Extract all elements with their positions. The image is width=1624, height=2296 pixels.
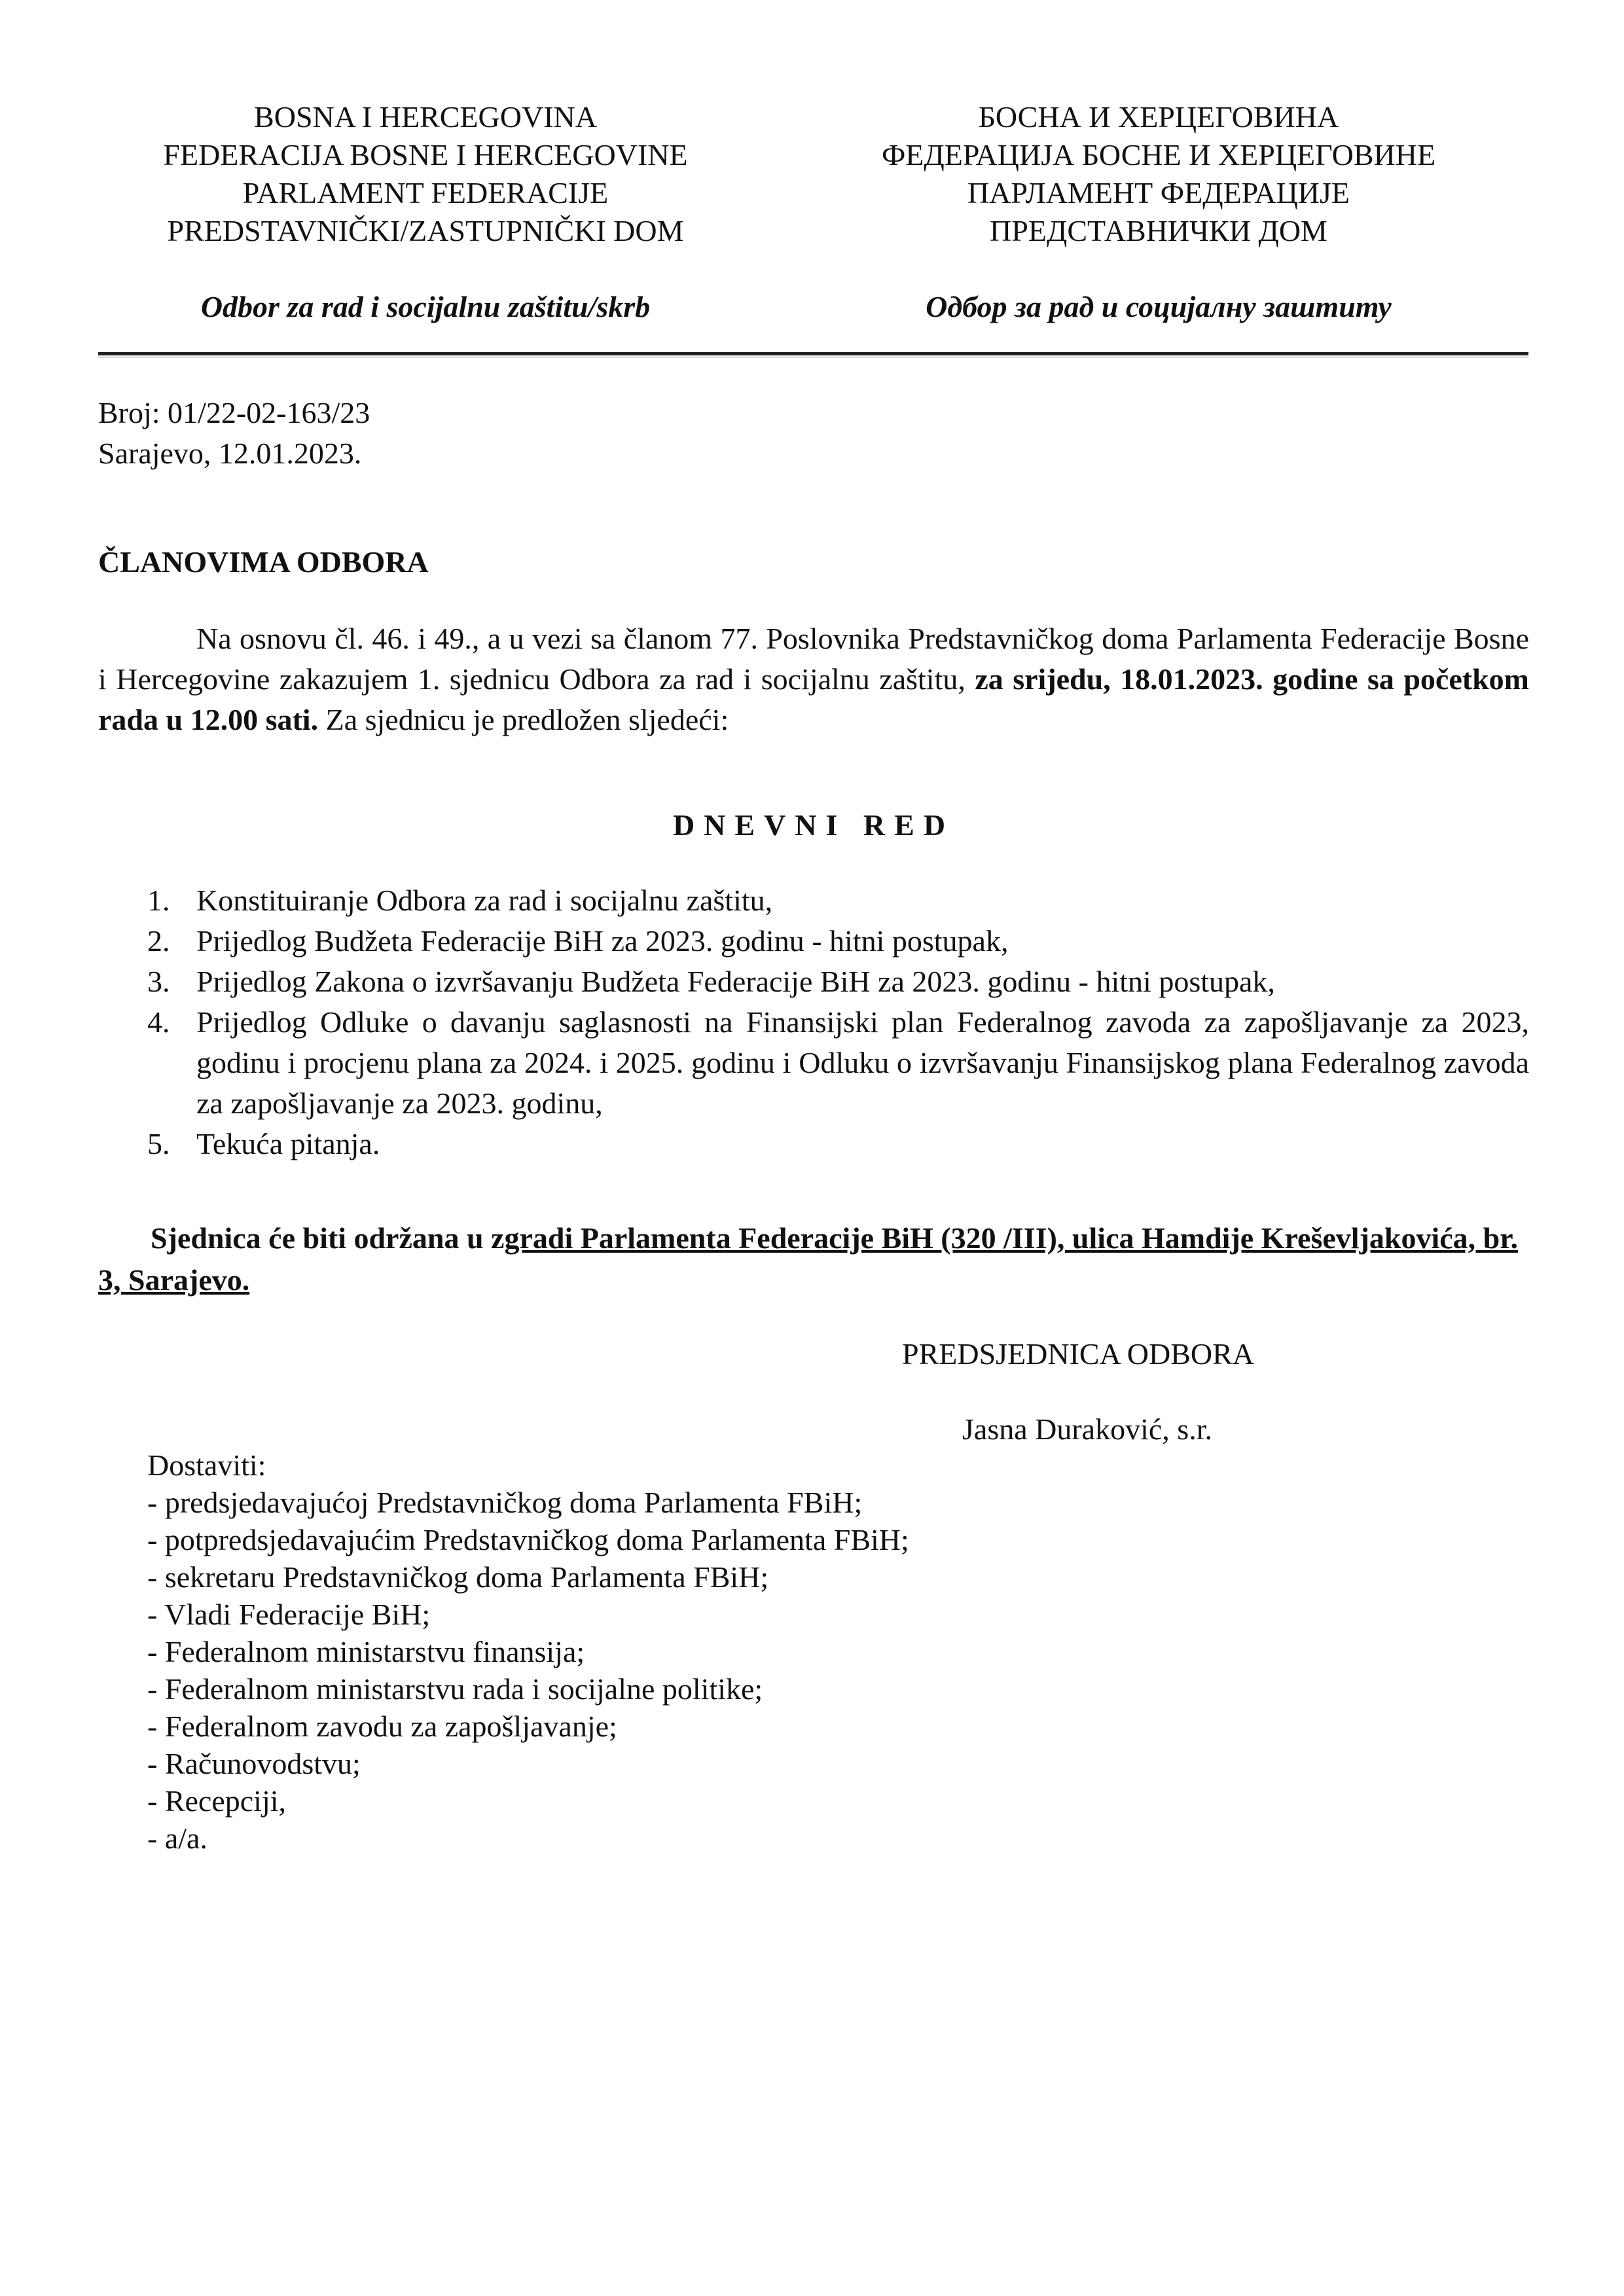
signature-title: PREDSJEDNICA ODBORA xyxy=(902,1337,1255,1371)
intro-text-end: Za sjednicu je predložen sljedeći: xyxy=(318,703,729,736)
document-meta xyxy=(98,393,370,474)
distribution-item: - a/a. xyxy=(147,1821,208,1855)
agenda-item-text: Tekuća pitanja. xyxy=(196,1127,380,1160)
signature-name: Jasna Duraković, s.r. xyxy=(962,1412,1212,1446)
agenda-item-text: Prijedlog Odluke o davanju saglasnosti na Finansijski plan Federalnog zavoda za zapošljavanje za 2023, godinu i procjenu plana za 2024. i 2025. godinu i Odluku o izvršavanju Finansijskog plana Federalnog zavoda za zapošljavanje za 2023. godinu, xyxy=(196,1005,1529,1120)
distribution-item: - sekretaru Predstavničkog doma Parlamenta FBiH; xyxy=(147,1560,769,1594)
agenda-item-text: Prijedlog Zakona o izvršavanju Budžeta Federacije BiH za 2023. godinu - hitni postupak, xyxy=(196,965,1275,998)
agenda-item xyxy=(98,880,1529,921)
agenda-title: DNEVNI RED xyxy=(672,808,955,842)
session-location xyxy=(98,1217,1529,1301)
agenda-item-number: 1. xyxy=(147,884,170,917)
committee-name-latin: Odbor za rad i socijalnu zaštitu/skrb xyxy=(200,290,651,323)
document-number: Broj: 01/22-02-163/23 xyxy=(98,396,370,429)
header-right-line: ПАРЛАМЕНТ ФЕДЕРАЦИЈЕ xyxy=(967,176,1350,209)
distribution-list xyxy=(147,1446,909,1857)
distribution-item: - potpredsjedavajućim Predstavničkog doma Parlamenta FBiH; xyxy=(147,1523,909,1556)
header-right-line: БОСНА И ХЕРЦЕГОВИНА xyxy=(978,100,1339,134)
committee-name-cyrillic: Одбор за рад и социјалну заштиту xyxy=(926,290,1392,323)
agenda-item-number: 2. xyxy=(147,924,170,958)
distribution-heading: Dostaviti: xyxy=(147,1448,266,1482)
distribution-item: - Recepciji, xyxy=(147,1784,287,1818)
header-left-line: BOSNA I HERCEGOVINA xyxy=(254,100,597,134)
agenda-item xyxy=(98,1002,1529,1124)
distribution-item: - Računovodstvu; xyxy=(147,1747,361,1780)
agenda-item xyxy=(98,961,1529,1002)
agenda-list xyxy=(98,880,1529,1164)
document-place-date: Sarajevo, 12.01.2023. xyxy=(98,437,362,470)
agenda-item-number: 4. xyxy=(147,1005,170,1039)
distribution-item: - Federalnom ministarstvu rada i socijalne politike; xyxy=(147,1672,763,1706)
intro-paragraph xyxy=(98,619,1529,740)
location-address: gradi Parlamenta Federacije BiH (320 /III), ulica Hamdije Kreševljakovića, br. 3, Sarajevo. xyxy=(98,1221,1518,1297)
header-left-line: FEDERACIJA BOSNE I HERCEGOVINE xyxy=(163,138,688,171)
agenda-item-text: Konstituiranje Odbora za rad i socijalnu zaštitu, xyxy=(196,884,773,917)
agenda-item-number: 3. xyxy=(147,965,170,998)
header-left xyxy=(131,98,720,250)
agenda-item xyxy=(98,1124,1529,1164)
header-divider xyxy=(98,352,1528,355)
agenda-item-text: Prijedlog Budžeta Federacije BiH za 2023. godinu - hitni postupak, xyxy=(196,924,1009,958)
distribution-item: - Federalnom ministarstvu finansija; xyxy=(147,1635,585,1668)
distribution-item: - Federalnom zavodu za zapošljavanje; xyxy=(147,1710,617,1743)
agenda-item xyxy=(98,921,1529,961)
header-right-line: ФЕДЕРАЦИЈА БОСНЕ И ХЕРЦЕГОВИНЕ xyxy=(881,138,1436,171)
location-text: Sjednica će biti održana u z xyxy=(151,1221,505,1255)
header-left-line: PREDSTAVNIČKI/ZASTUPNIČKI DOM xyxy=(167,214,684,247)
intro-text: Na osnovu čl. 46. i 49., a u vezi sa članom 77. Poslovnika Predstavničkog doma Parlamenta Federacije Bosne i Hercegovine zakazujem 1. sjednicu Odbora za rad i socijalnu zaštitu, xyxy=(98,622,1529,696)
header-left-line: PARLAMENT FEDERACIJE xyxy=(242,176,609,209)
header-right-line: ПРЕДСТАВНИЧКИ ДОМ xyxy=(990,214,1327,247)
recipients-heading: ČLANOVIMA ODBORA xyxy=(98,545,429,579)
intro-session-time: za srijedu, 18.01.2023. godine sa početkom rada u 12.00 sati. xyxy=(98,662,1529,736)
distribution-item: - Vladi Federacije BiH; xyxy=(147,1598,431,1631)
header-right xyxy=(864,98,1453,250)
distribution-item: - predsjedavajućoj Predstavničkog doma Parlamenta FBiH; xyxy=(147,1486,863,1519)
agenda-item-number: 5. xyxy=(147,1127,170,1160)
